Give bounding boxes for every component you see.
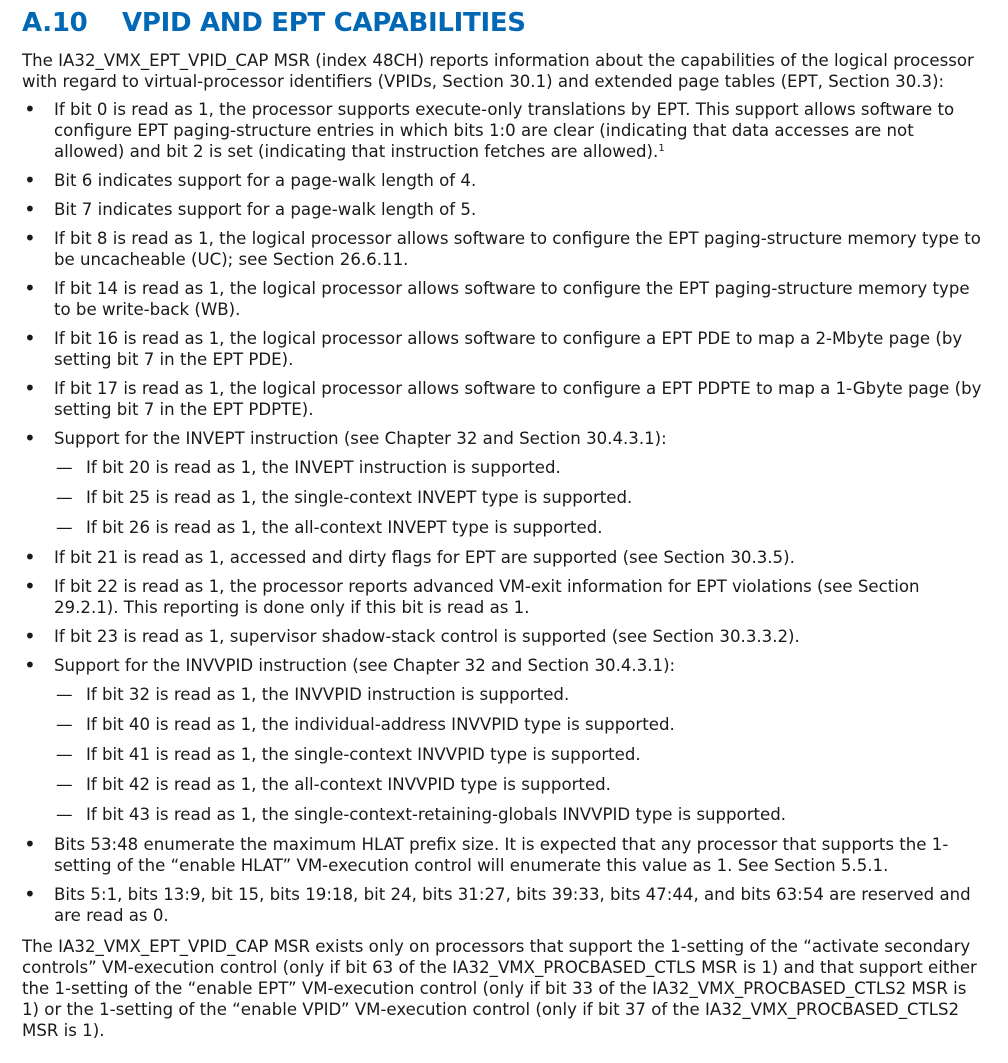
list-item-invvpid [22, 655, 987, 825]
section-heading [22, 6, 987, 40]
sublist-item: — If bit 32 is read as 1, the INVVPID instruction is supported. [54, 684, 987, 705]
sublist-item: — If bit 43 is read as 1, the single-context-retaining-globals INVVPID type is supported. [54, 804, 987, 825]
list-item: • If bit 17 is read as 1, the logical processor allows software to configure a EPT PDPTE to map a 1-Gbyte page (by setting bit 7 in the EPT PDPTE). [22, 378, 987, 420]
list-item-text: If bit 0 is read as 1, the processor supports execute-only translations by EPT. This support allows software to configure EPT paging-structure entries in which bits 1:0 are clear (indicating that data accesses are not allowed) and bit 2 is set (indicating that instruction fetches are allowed). [54, 100, 955, 161]
sublist-item: — If bit 41 is read as 1, the single-context INVVPID type is supported. [54, 744, 987, 765]
sublist-item: — If bit 25 is read as 1, the single-context INVEPT type is supported. [54, 487, 987, 508]
closing-paragraph: The IA32_VMX_EPT_VPID_CAP MSR exists only on processors that support the 1-setting of the “activate secondary controls” VM-execution control (only if bit 63 of the IA32_VMX_PROCBASED_CTLS MSR is 1) and that support either the 1-setting of the “enable EPT” VM-execution control (only if bit 33 of the IA32_VMX_PROCBASED_CTLS2 MSR is 1) or the 1-setting of the “enable VPID” VM-execution control (only if bit 37 of the IA32_VMX_PROCBASED_CTLS2 MSR is 1). [22, 937, 977, 1040]
list-item: • If bit 8 is read as 1, the logical processor allows software to configure the EPT paging-structure memory type to be uncacheable (UC); see Section 26.6.11. [22, 228, 987, 270]
sublist-item: — If bit 26 is read as 1, the all-context INVEPT type is supported. [54, 517, 987, 538]
list-item-invept [22, 428, 987, 538]
section-number: A.10 [22, 8, 88, 38]
list-item: • Bit 6 indicates support for a page-walk length of 4. [22, 170, 987, 191]
list-item: • Bits 53:48 enumerate the maximum HLAT prefix size. It is expected that any processor that supports the 1-setting of the “enable HLAT” VM-execution control will enumerate this value as 1. See Section 5.5.1. [22, 834, 987, 876]
list-item: • If bit 22 is read as 1, the processor reports advanced VM-exit information for EPT violations (see Section 29.2.1). This reporting is done only if this bit is read as 1. [22, 576, 987, 618]
list-item: • Bit 7 indicates support for a page-walk length of 5. [22, 199, 987, 220]
list-item: • If bit 23 is read as 1, supervisor shadow-stack control is supported (see Section 30.3.3.2). [22, 626, 987, 647]
capability-list [22, 99, 987, 926]
invept-sublist [54, 457, 987, 538]
intro-paragraph: The IA32_VMX_EPT_VPID_CAP MSR (index 48CH) reports information about the capabilities of the logical processor with regard to virtual-processor identifiers (VPIDs, Section 30.1) and extended page tables (EPT, Section 30.3): [22, 51, 974, 91]
list-item: • If bit 14 is read as 1, the logical processor allows software to configure the EPT paging-structure memory type to be write-back (WB). [22, 278, 987, 320]
sublist-item: — If bit 20 is read as 1, the INVEPT instruction is supported. [54, 457, 987, 478]
footnote-marker: 1 [658, 143, 665, 154]
list-item: • If bit 21 is read as 1, accessed and dirty flags for EPT are supported (see Section 30.3.5). [22, 547, 987, 568]
list-item: • Bits 5:1, bits 13:9, bit 15, bits 19:18, bit 24, bits 31:27, bits 39:33, bits 47:44, and bits 63:54 are reserved and are read as 0. [22, 884, 987, 926]
section-title: VPID AND EPT CAPABILITIES [122, 8, 526, 38]
sublist-item: — If bit 42 is read as 1, the all-context INVVPID type is supported. [54, 774, 987, 795]
list-item: • If bit 16 is read as 1, the logical processor allows software to configure a EPT PDE to map a 2-Mbyte page (by setting bit 7 in the EPT PDE). [22, 328, 987, 370]
list-item-text: Support for the INVVPID instruction (see Chapter 32 and Section 30.4.3.1): [54, 656, 676, 675]
list-item [22, 99, 987, 162]
list-item-text: Support for the INVEPT instruction (see Chapter 32 and Section 30.4.3.1): [54, 429, 667, 448]
sublist-item: — If bit 40 is read as 1, the individual-address INVVPID type is supported. [54, 714, 987, 735]
invvpid-sublist [54, 684, 987, 825]
